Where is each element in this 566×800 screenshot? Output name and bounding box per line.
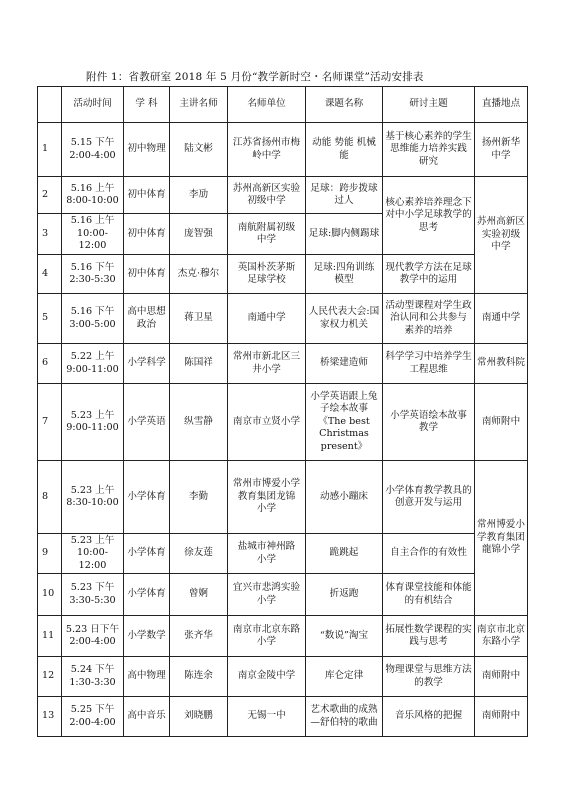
activity-time: 5.23 下午 3:30-5:30 [62, 574, 124, 616]
topic: 足球：跨步拨球 过人 [306, 177, 383, 214]
activity-time: 5.23 日下午 2:00-4:00 [62, 616, 124, 657]
activity-time: 5.23 上午 10:00-12:00 [62, 534, 124, 574]
subject: 初中体育 [124, 255, 170, 294]
teacher-name: 纵雪静 [170, 384, 228, 461]
row-number: 8 [38, 461, 62, 534]
subject: 小学英语 [124, 384, 170, 461]
table-row [38, 294, 528, 344]
teacher-unit: 常州市博爱小学 教育集团龙锦 小学 [228, 461, 306, 534]
activity-time: 5.16 上午 8:00-10:00 [62, 177, 124, 214]
activity-time: 5.25 下午 2:00-4:00 [62, 697, 124, 737]
topic: 足球:脚内侧踢球 [306, 214, 383, 255]
table-row [38, 616, 528, 657]
teacher-unit: 南京金陵中学 [228, 657, 306, 697]
subject: 小学体育 [124, 461, 170, 534]
teacher-name: 李勤 [170, 461, 228, 534]
topic: 桥梁建造师 [306, 344, 383, 384]
seminar-theme: 拓展性数学课程的实 践与思考 [383, 616, 475, 657]
header-row [38, 87, 528, 123]
subject: 小学科学 [124, 344, 170, 384]
header-cell-location: 直播地点 [475, 87, 528, 123]
teacher-unit: 无锡一中 [228, 697, 306, 737]
teacher-name: 陈国祥 [170, 344, 228, 384]
page-title: 附件 1：省教研室 2018 年 5 月份“教学新时空・名师课堂”活动安排表 [86, 71, 424, 83]
activity-time: 5.15 下午 2:00-4:00 [62, 123, 124, 177]
topic: 艺术歌曲的成熟 —舒伯特的歌曲 [306, 697, 383, 737]
teacher-name: 刘晓鹏 [170, 697, 228, 737]
seminar-theme: 小学英语绘本故事 教学 [383, 384, 475, 461]
header-cell-teacher: 主讲名师 [170, 87, 228, 123]
activity-time: 5.16 下午 3:00-5:00 [62, 294, 124, 344]
seminar-theme: 物理课堂与思维方法 的教学 [383, 657, 475, 697]
subject: 初中体育 [124, 214, 170, 255]
header-cell-subject: 学 科 [124, 87, 170, 123]
topic: 动感小蹦床 [306, 461, 383, 534]
row-number: 6 [38, 344, 62, 384]
activity-time: 5.23 上午 9:00-11:00 [62, 384, 124, 461]
row-number: 2 [38, 177, 62, 214]
table-row [38, 384, 528, 461]
subject: 小学数学 [124, 616, 170, 657]
teacher-unit: 常州市新北区三 井小学 [228, 344, 306, 384]
teacher-name: 杰克·穆尔 [170, 255, 228, 294]
teacher-name: 李劢 [170, 177, 228, 214]
topic: “数说”淘宝 [306, 616, 383, 657]
seminar-theme: 活动型课程对学生政 治认同和公共参与 素养的培养 [383, 294, 475, 344]
topic: 动能 势能 机械 能 [306, 123, 383, 177]
activity-time: 5.16 上午 10:00-12:00 [62, 214, 124, 255]
row-number: 7 [38, 384, 62, 461]
teacher-unit: 南通中学 [228, 294, 306, 344]
header-cell-index [38, 87, 62, 123]
schedule-table [37, 86, 528, 737]
topic: 库仑定律 [306, 657, 383, 697]
broadcast-location-merged: 常州博爱小 学教育集团 龍锦小学 [475, 461, 528, 616]
table-row [38, 461, 528, 534]
subject: 高中音乐 [124, 697, 170, 737]
activity-time: 5.22 上午 9:00-11:00 [62, 344, 124, 384]
teacher-name: 陈连余 [170, 657, 228, 697]
teacher-unit: 江苏省扬州市梅 岭中学 [228, 123, 306, 177]
activity-time: 5.24 下午 1:30-3:30 [62, 657, 124, 697]
teacher-name: 蒋卫星 [170, 294, 228, 344]
table-row [38, 123, 528, 177]
teacher-unit: 宜兴市悲鸿实验 小学 [228, 574, 306, 616]
table-row [38, 177, 528, 214]
row-number: 3 [38, 214, 62, 255]
subject: 高中思想 政治 [124, 294, 170, 344]
header-cell-unit: 名师单位 [228, 87, 306, 123]
teacher-unit: 南京市立贤小学 [228, 384, 306, 461]
header-cell-topic: 课题名称 [306, 87, 383, 123]
header-cell-time: 活动时间 [62, 87, 124, 123]
table-row [38, 697, 528, 737]
topic: 人民代表大会:国 家权力机关 [306, 294, 383, 344]
subject: 小学体育 [124, 534, 170, 574]
header-cell-theme: 研讨主题 [383, 87, 475, 123]
seminar-theme: 科学学习中培养学生 工程思维 [383, 344, 475, 384]
subject: 初中物理 [124, 123, 170, 177]
subject: 小学体育 [124, 574, 170, 616]
row-number: 4 [38, 255, 62, 294]
seminar-theme: 小学体育教学教具的 创意开发与运用 [383, 461, 475, 534]
seminar-theme: 音乐风格的把握 [383, 697, 475, 737]
seminar-theme: 现代教学方法在足球 教学中的运用 [383, 255, 475, 294]
teacher-name: 陆文彬 [170, 123, 228, 177]
broadcast-location: 常州教科院 [475, 344, 528, 384]
seminar-theme: 体育课堂技能和体能 的有机结合 [383, 574, 475, 616]
teacher-name: 徐友莲 [170, 534, 228, 574]
broadcast-location: 扬州新华 中学 [475, 123, 528, 177]
teacher-name: 曾婀 [170, 574, 228, 616]
teacher-name: 张齐华 [170, 616, 228, 657]
row-number: 13 [38, 697, 62, 737]
row-number: 11 [38, 616, 62, 657]
topic: 小学英语跟上兔 子绘本故事 《The best Christmas present》 [306, 384, 383, 461]
teacher-unit: 南航附属初级 中学 [228, 214, 306, 255]
table-row [38, 344, 528, 384]
teacher-unit: 苏州高新区实验 初级中学 [228, 177, 306, 214]
subject: 初中体育 [124, 177, 170, 214]
broadcast-location: 南通中学 [475, 294, 528, 344]
subject: 高中物理 [124, 657, 170, 697]
teacher-unit: 英国朴茨茅斯 足球学校 [228, 255, 306, 294]
seminar-theme: 自主合作的有效性 [383, 534, 475, 574]
table-row [38, 574, 528, 616]
topic: 跪跳起 [306, 534, 383, 574]
broadcast-location: 南师附中 [475, 697, 528, 737]
teacher-unit: 南京市北京东路 小学 [228, 616, 306, 657]
row-number: 9 [38, 534, 62, 574]
seminar-theme-merged: 核心素养培养理念下 对中小学足球教学的 思考 [383, 177, 475, 255]
broadcast-location: 南京市北京 东路小学 [475, 616, 528, 657]
activity-time: 5.16 下午 2:30-5:30 [62, 255, 124, 294]
activity-time: 5.23 上午 8:30-10:00 [62, 461, 124, 534]
teacher-unit: 盐城市神州路 小学 [228, 534, 306, 574]
row-number: 12 [38, 657, 62, 697]
table-row [38, 534, 528, 574]
broadcast-location: 南师附中 [475, 384, 528, 461]
topic: 足球:四角训练 模型 [306, 255, 383, 294]
table-row [38, 657, 528, 697]
row-number: 5 [38, 294, 62, 344]
topic: 折返跑 [306, 574, 383, 616]
teacher-name: 庞智强 [170, 214, 228, 255]
seminar-theme: 基于核心素养的学生 思维能力培养实践 研究 [383, 123, 475, 177]
table-row [38, 255, 528, 294]
row-number: 10 [38, 574, 62, 616]
broadcast-location-merged: 苏州高新区 实验初级 中学 [475, 177, 528, 294]
row-number: 1 [38, 123, 62, 177]
broadcast-location: 南师附中 [475, 657, 528, 697]
